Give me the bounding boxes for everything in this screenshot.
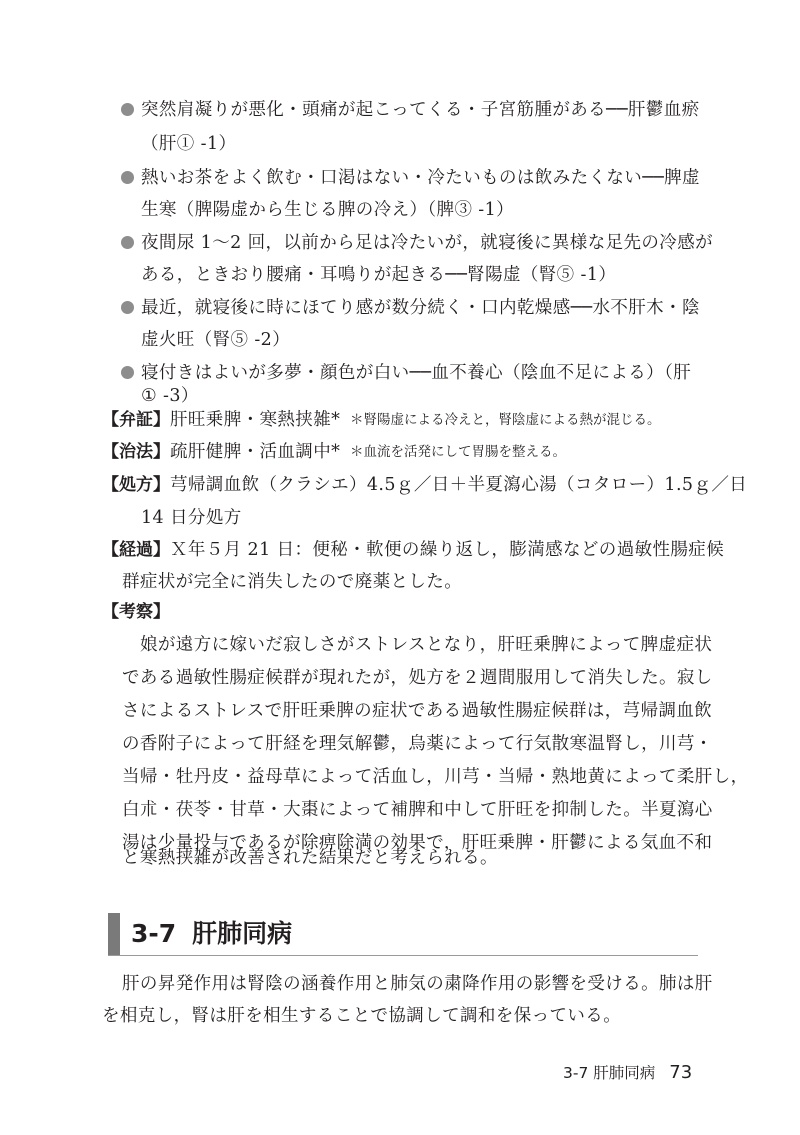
list-item-line: 虚火旺（腎⑤ -2） bbox=[141, 330, 291, 350]
page-footer bbox=[563, 1061, 692, 1085]
kousatsu-label: 【考察】 bbox=[102, 602, 170, 622]
list-item-line: 生寒（脾陽虚から生じる脾の冷え）（脾③ -1） bbox=[141, 200, 515, 220]
paragraph-line: さによるストレスで肝旺乗脾の症状である過敏性腸症候群は，芎帰調血飲 bbox=[122, 701, 713, 721]
list-item-line: 熱いお茶をよく飲む・口渇はない・冷たいものは飲みたくない──脾虚 bbox=[141, 168, 700, 188]
keika-text: 群症状が完全に消失したので廃薬とした。 bbox=[122, 572, 463, 592]
shoho-text: 芎帰調血飲（クラシエ）4.5ｇ／日＋半夏瀉心湯（コタロー）1.5ｇ／日 bbox=[170, 475, 748, 495]
paragraph-line: 白朮・茯苓・甘草・大棗によって補脾和中して肝旺を抑制した。半夏瀉心 bbox=[122, 800, 713, 820]
paragraph-line: の香附子によって肝経を理気解鬱，烏薬によって行気散寒温腎し，川芎・ bbox=[122, 734, 713, 754]
section-underline bbox=[108, 955, 698, 956]
list-item-line: 突然肩凝りが悪化・頭痛が起こってくる・子宮筋腫がある──肝鬱血瘀 bbox=[141, 100, 700, 120]
list-item-line: ① -3） bbox=[141, 386, 199, 406]
keika-text: Ｘ年５月 21 日：便秘・軟便の繰り返し，膨満感などの過敏性腸症候 bbox=[170, 540, 725, 560]
paragraph-line: 娘が遠方に嫁いだ寂しさがストレスとなり，肝旺乗脾によって脾虚症状 bbox=[140, 635, 713, 655]
section-number: 3-7 bbox=[131, 919, 177, 948]
shoho-label: 【処方】 bbox=[102, 475, 170, 495]
section-heading bbox=[131, 916, 292, 952]
bullet-marker bbox=[121, 301, 134, 314]
list-item-line: 夜間尿 1〜2 回，以前から足は冷たいが，就寝後に異様な足先の冷感が bbox=[141, 233, 713, 253]
keika-label: 【経過】 bbox=[102, 540, 170, 560]
bullet-marker bbox=[121, 366, 134, 379]
paragraph-line: と寒熱挟雑が改善された結果だと考えられる。 bbox=[122, 848, 498, 868]
section-marker-bar bbox=[108, 913, 120, 955]
bullet-marker bbox=[121, 236, 134, 249]
paragraph-line: 当帰・牡丹皮・益母草によって活血し，川芎・当帰・熟地黄によって柔肝し， bbox=[122, 767, 749, 787]
bensho-text: 肝旺乗脾・寒熱挟雑* bbox=[170, 410, 341, 430]
running-footer-title: 3-7 肝肺同病 bbox=[563, 1064, 656, 1082]
section-paragraph-line: を相克し，腎は肝を相生することで協調して調和を保っている。 bbox=[102, 1006, 622, 1026]
chiho-label: 【治法】 bbox=[102, 442, 170, 462]
list-item-line: 最近，就寝後に時にほてり感が数分続く・口内乾燥感──水不肝木・陰 bbox=[141, 298, 700, 318]
section-paragraph-line: 肝の昇発作用は腎陰の涵養作用と肺気の粛降作用の影響を受ける。肺は肝 bbox=[122, 974, 713, 994]
bullet-marker bbox=[121, 103, 134, 116]
paragraph-line: 湯は少量投与であるが除痹除満の効果で，肝旺乗脾・肝鬱による気血不和 bbox=[122, 833, 713, 853]
section-title: 肝肺同病 bbox=[192, 919, 293, 948]
list-item-line: 寝付きはよいが多夢・顔色が白い──血不養心（陰血不足による）（肝 bbox=[141, 363, 692, 383]
page-number: 73 bbox=[669, 1062, 693, 1083]
list-item-line: （肝① -1） bbox=[141, 134, 237, 154]
bensho-note: ＊腎陽虚による冷えと，腎陰虚による熱が混じる。 bbox=[350, 412, 661, 428]
chiho-text: 疏肝健脾・活血調中* bbox=[170, 442, 341, 462]
bullet-marker bbox=[121, 171, 134, 184]
list-item-line: ある，ときおり腰痛・耳鳴りが起きる──腎陽虚（腎⑤ -1） bbox=[141, 265, 617, 285]
shoho-text: 14 日分処方 bbox=[141, 508, 242, 528]
chiho-note: ＊血流を活発にして胃腸を整える。 bbox=[350, 444, 566, 460]
bensho-label: 【弁証】 bbox=[102, 410, 170, 430]
paragraph-line: である過敏性腸症候群が現れたが，処方を２週間服用して消失した。寂し bbox=[122, 668, 713, 688]
